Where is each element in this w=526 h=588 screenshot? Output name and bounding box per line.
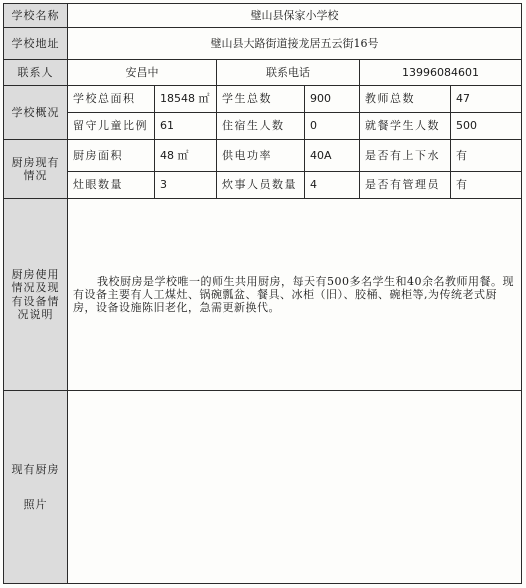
row-overview-2 [4, 113, 522, 140]
contact-label: 联系人 [4, 60, 68, 86]
overview-label: 学校概况 [4, 86, 68, 140]
usage-description [68, 199, 522, 391]
kitchen-field-value: 40A [305, 140, 360, 172]
kitchen-field-label: 厨房面积 [68, 140, 155, 172]
contact-name: 安昌中 [68, 60, 217, 86]
kitchen-field-value: 有 [451, 140, 522, 172]
school-kitchen-info-table [3, 3, 522, 584]
overview-field-label: 住宿生人数 [217, 113, 305, 140]
kitchen-field-label: 是否有管理员 [360, 172, 451, 199]
overview-field-value: 47 [451, 86, 522, 113]
row-usage [4, 199, 522, 391]
overview-field-label: 就餐学生人数 [360, 113, 451, 140]
overview-field-label: 学生总数 [217, 86, 305, 113]
usage-label: 厨房使用情况及现有设备情况说明 [4, 199, 68, 391]
row-school-address [4, 28, 522, 60]
kitchen-field-value: 48 ㎡ [155, 140, 217, 172]
school-name-value: 璧山县保家小学校 [68, 4, 522, 28]
kitchen-field-value: 4 [305, 172, 360, 199]
overview-field-label: 教师总数 [360, 86, 451, 113]
kitchen-field-value: 3 [155, 172, 217, 199]
kitchen-field-label: 炊事人员数量 [217, 172, 305, 199]
school-address-value: 璧山县大路街道接龙居五云街16号 [68, 28, 522, 60]
overview-field-value: 0 [305, 113, 360, 140]
photo-area [68, 391, 522, 584]
overview-field-value: 61 [155, 113, 217, 140]
overview-field-label: 留守儿童比例 [68, 113, 155, 140]
usage-description-text: 我校厨房是学校唯一的师生共用厨房，每天有500多名学生和40余名教师用餐。现有设备主要有人工煤灶、锅碗瓢盆、餐具、冰柜（旧）、胶桶、碗柜等,为传统老式厨房，设备设施陈旧老化，急需更新换代。 [73, 274, 514, 315]
kitchen-field-label: 供电功率 [217, 140, 305, 172]
kitchen-field-label: 灶眼数量 [68, 172, 155, 199]
school-name-label: 学校名称 [4, 4, 68, 28]
photo-label [4, 391, 68, 584]
row-kitchen-1 [4, 140, 522, 172]
overview-field-value: 900 [305, 86, 360, 113]
row-kitchen-2 [4, 172, 522, 199]
photo-label-main: 现有厨房 [11, 462, 60, 476]
overview-field-value: 18548 ㎡ [155, 86, 217, 113]
kitchen-field-value: 有 [451, 172, 522, 199]
overview-field-label: 学校总面积 [68, 86, 155, 113]
school-address-label: 学校地址 [4, 28, 68, 60]
row-school-name [4, 4, 522, 28]
kitchen-field-label: 是否有上下水 [360, 140, 451, 172]
contact-phone: 13996084601 [360, 60, 522, 86]
kitchen-label: 厨房现有情况 [4, 140, 68, 199]
contact-phone-label: 联系电话 [217, 60, 360, 86]
row-overview-1 [4, 86, 522, 113]
overview-field-value: 500 [451, 113, 522, 140]
photo-label-sub: 照片 [23, 498, 48, 511]
row-contact [4, 60, 522, 86]
row-photo [4, 391, 522, 584]
